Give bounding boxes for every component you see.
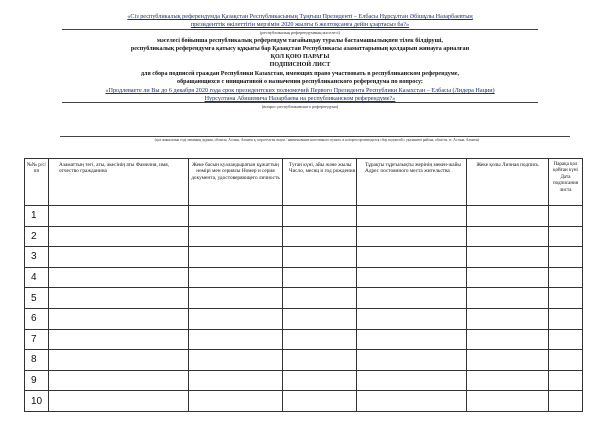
table-row (25, 391, 583, 412)
table-cell[interactable] (549, 350, 583, 371)
table-cell[interactable] (189, 206, 283, 227)
table-row (25, 226, 583, 247)
table-cell[interactable] (357, 329, 467, 350)
table-cell[interactable] (283, 288, 357, 309)
col-sign-date-header: Парақа қол қойған күні Дата подписания листа (549, 159, 583, 206)
table-row (25, 247, 583, 268)
table-cell[interactable] (283, 308, 357, 329)
kz-title-line-1: мәселесі бойынша республикалық референдум тағайындау туралы бастамашылықпен тілек білдіруші, (157, 38, 443, 44)
table-cell[interactable] (357, 247, 467, 268)
table-cell[interactable] (189, 391, 283, 412)
table-cell[interactable] (189, 329, 283, 350)
table-cell[interactable] (49, 370, 189, 391)
table-cell[interactable] (467, 329, 549, 350)
signature-table (24, 158, 583, 412)
row-number: 1 (25, 206, 49, 227)
kz-question-line-1: «Сіз республикалық референдумда Қазақстан Республикасының Тұңғыш Президенті – Елбасы Нұрсұлтан Әбішұлы Назарбаевтың (127, 13, 473, 20)
table-cell[interactable] (549, 370, 583, 391)
col-document-header: Жеке басын куәландыратын құжаттың нөмірі мен сериясы Номер и серия документа, удостоверяющего личность (189, 159, 283, 206)
table-cell[interactable] (189, 308, 283, 329)
kz-question-line-2: президенттік өкілеттігін мерзімін 2020 жылғы 6 желтоқсанға дейін ұзартасыз ба?» (190, 21, 410, 28)
table-row (25, 267, 583, 288)
divider (62, 102, 538, 103)
table-cell[interactable] (49, 391, 189, 412)
table-cell[interactable] (189, 247, 283, 268)
kz-title-line-3: ҚОЛ ҚОЮ ПАРАҒЫ (270, 54, 330, 60)
table-cell[interactable] (49, 206, 189, 227)
row-number: 10 (25, 391, 49, 412)
table-cell[interactable] (49, 288, 189, 309)
ru-question-line-2: Нурсултана Абишевича Назарбаева на республиканском референдуме?» (204, 95, 396, 102)
ru-title-line-3: обращающихся с инициативой о назначении республиканского референдума по вопросу: (177, 79, 423, 85)
table-cell[interactable] (357, 288, 467, 309)
table-header-row (25, 159, 583, 206)
table-row (25, 329, 583, 350)
table-cell[interactable] (283, 206, 357, 227)
col-address-header: Тұрақты тұрғылықты жерінің мекен-жайы Адрес постоянного места жительства (357, 159, 467, 206)
col-birthdate-header: Туған күні, айы және жылы Число, месяц и год рождения (283, 159, 357, 206)
table-cell[interactable] (283, 247, 357, 268)
kz-question-note: (республикалық референдумның мәселесі) (259, 30, 341, 35)
table-cell[interactable] (549, 247, 583, 268)
row-number: 6 (25, 308, 49, 329)
table-cell[interactable] (283, 391, 357, 412)
table-cell[interactable] (357, 226, 467, 247)
table-cell[interactable] (189, 226, 283, 247)
table-cell[interactable] (49, 247, 189, 268)
table-row (25, 206, 583, 227)
table-cell[interactable] (189, 288, 283, 309)
table-cell[interactable] (189, 370, 283, 391)
table-row (25, 308, 583, 329)
table-cell[interactable] (283, 370, 357, 391)
table-cell[interactable] (357, 206, 467, 227)
table-cell[interactable] (467, 206, 549, 227)
table-cell[interactable] (549, 206, 583, 227)
col-name-header: Азаматтың тегі, аты, әкесінің аты Фамилия, имя, отчество гражданина (49, 159, 189, 206)
row-number: 4 (25, 267, 49, 288)
table-cell[interactable] (467, 226, 549, 247)
table-cell[interactable] (549, 267, 583, 288)
table-cell[interactable] (189, 267, 283, 288)
table-cell[interactable] (49, 308, 189, 329)
table-cell[interactable] (549, 329, 583, 350)
table-cell[interactable] (283, 350, 357, 371)
row-number: 9 (25, 370, 49, 391)
table-cell[interactable] (467, 247, 549, 268)
table-cell[interactable] (549, 391, 583, 412)
table-cell[interactable] (549, 288, 583, 309)
table-cell[interactable] (467, 370, 549, 391)
table-cell[interactable] (283, 226, 357, 247)
table-row (25, 350, 583, 371)
table-cell[interactable] (357, 391, 467, 412)
table-cell[interactable] (357, 267, 467, 288)
ru-title-line-1: ПОДПИСНОЙ ЛИСТ (269, 62, 331, 68)
place-line (60, 136, 570, 137)
table-cell[interactable] (49, 350, 189, 371)
kz-title-line-2: республикалық референдумға қатысу құқығы бар Қазақстан Республикасы азаматтарының қолдарын жинауға арналған (130, 46, 470, 52)
table-cell[interactable] (49, 329, 189, 350)
row-number: 3 (25, 247, 49, 268)
table-cell[interactable] (357, 350, 467, 371)
table-cell[interactable] (49, 226, 189, 247)
row-number: 5 (25, 288, 49, 309)
ru-question-line-1: «Продлеваете ли Вы до 6 декабря 2020 года срок президентских полномочий Первого Президента Республики Казахстан – Елбасы (Лидера Нации) (105, 87, 495, 94)
table-cell[interactable] (49, 267, 189, 288)
table-cell[interactable] (549, 308, 583, 329)
ru-title-line-2: для сбора подписей граждан Республики Казахстан, имеющих право участвовать в республиканском референдуме, (140, 71, 460, 77)
row-number: 7 (25, 329, 49, 350)
table-cell[interactable] (467, 391, 549, 412)
table-cell[interactable] (357, 370, 467, 391)
table-cell[interactable] (467, 350, 549, 371)
ru-question-note: (вопрос республиканского референдума) (261, 104, 339, 109)
table-cell[interactable] (549, 226, 583, 247)
table-cell[interactable] (283, 267, 357, 288)
table-cell[interactable] (283, 329, 357, 350)
row-number: 2 (25, 226, 49, 247)
table-cell[interactable] (467, 288, 549, 309)
table-cell[interactable] (467, 308, 549, 329)
table-cell[interactable] (357, 308, 467, 329)
place-note: (қол жиналатын елді мекеннің ауданы, облысы, Астана, Алматы қ. көрсетілген атауы / наименование населенного пункта, в котором производится сбор подписей с указанием района, области, гг. Астана, Алматы) (154, 138, 480, 142)
table-cell[interactable] (467, 267, 549, 288)
row-number: 8 (25, 350, 49, 371)
col-number-header: №№ р/с/пп (25, 159, 49, 206)
col-signature-header: Жеке қолы Личная подпись (467, 159, 549, 206)
table-row (25, 288, 583, 309)
table-cell[interactable] (189, 350, 283, 371)
table-row (25, 370, 583, 391)
